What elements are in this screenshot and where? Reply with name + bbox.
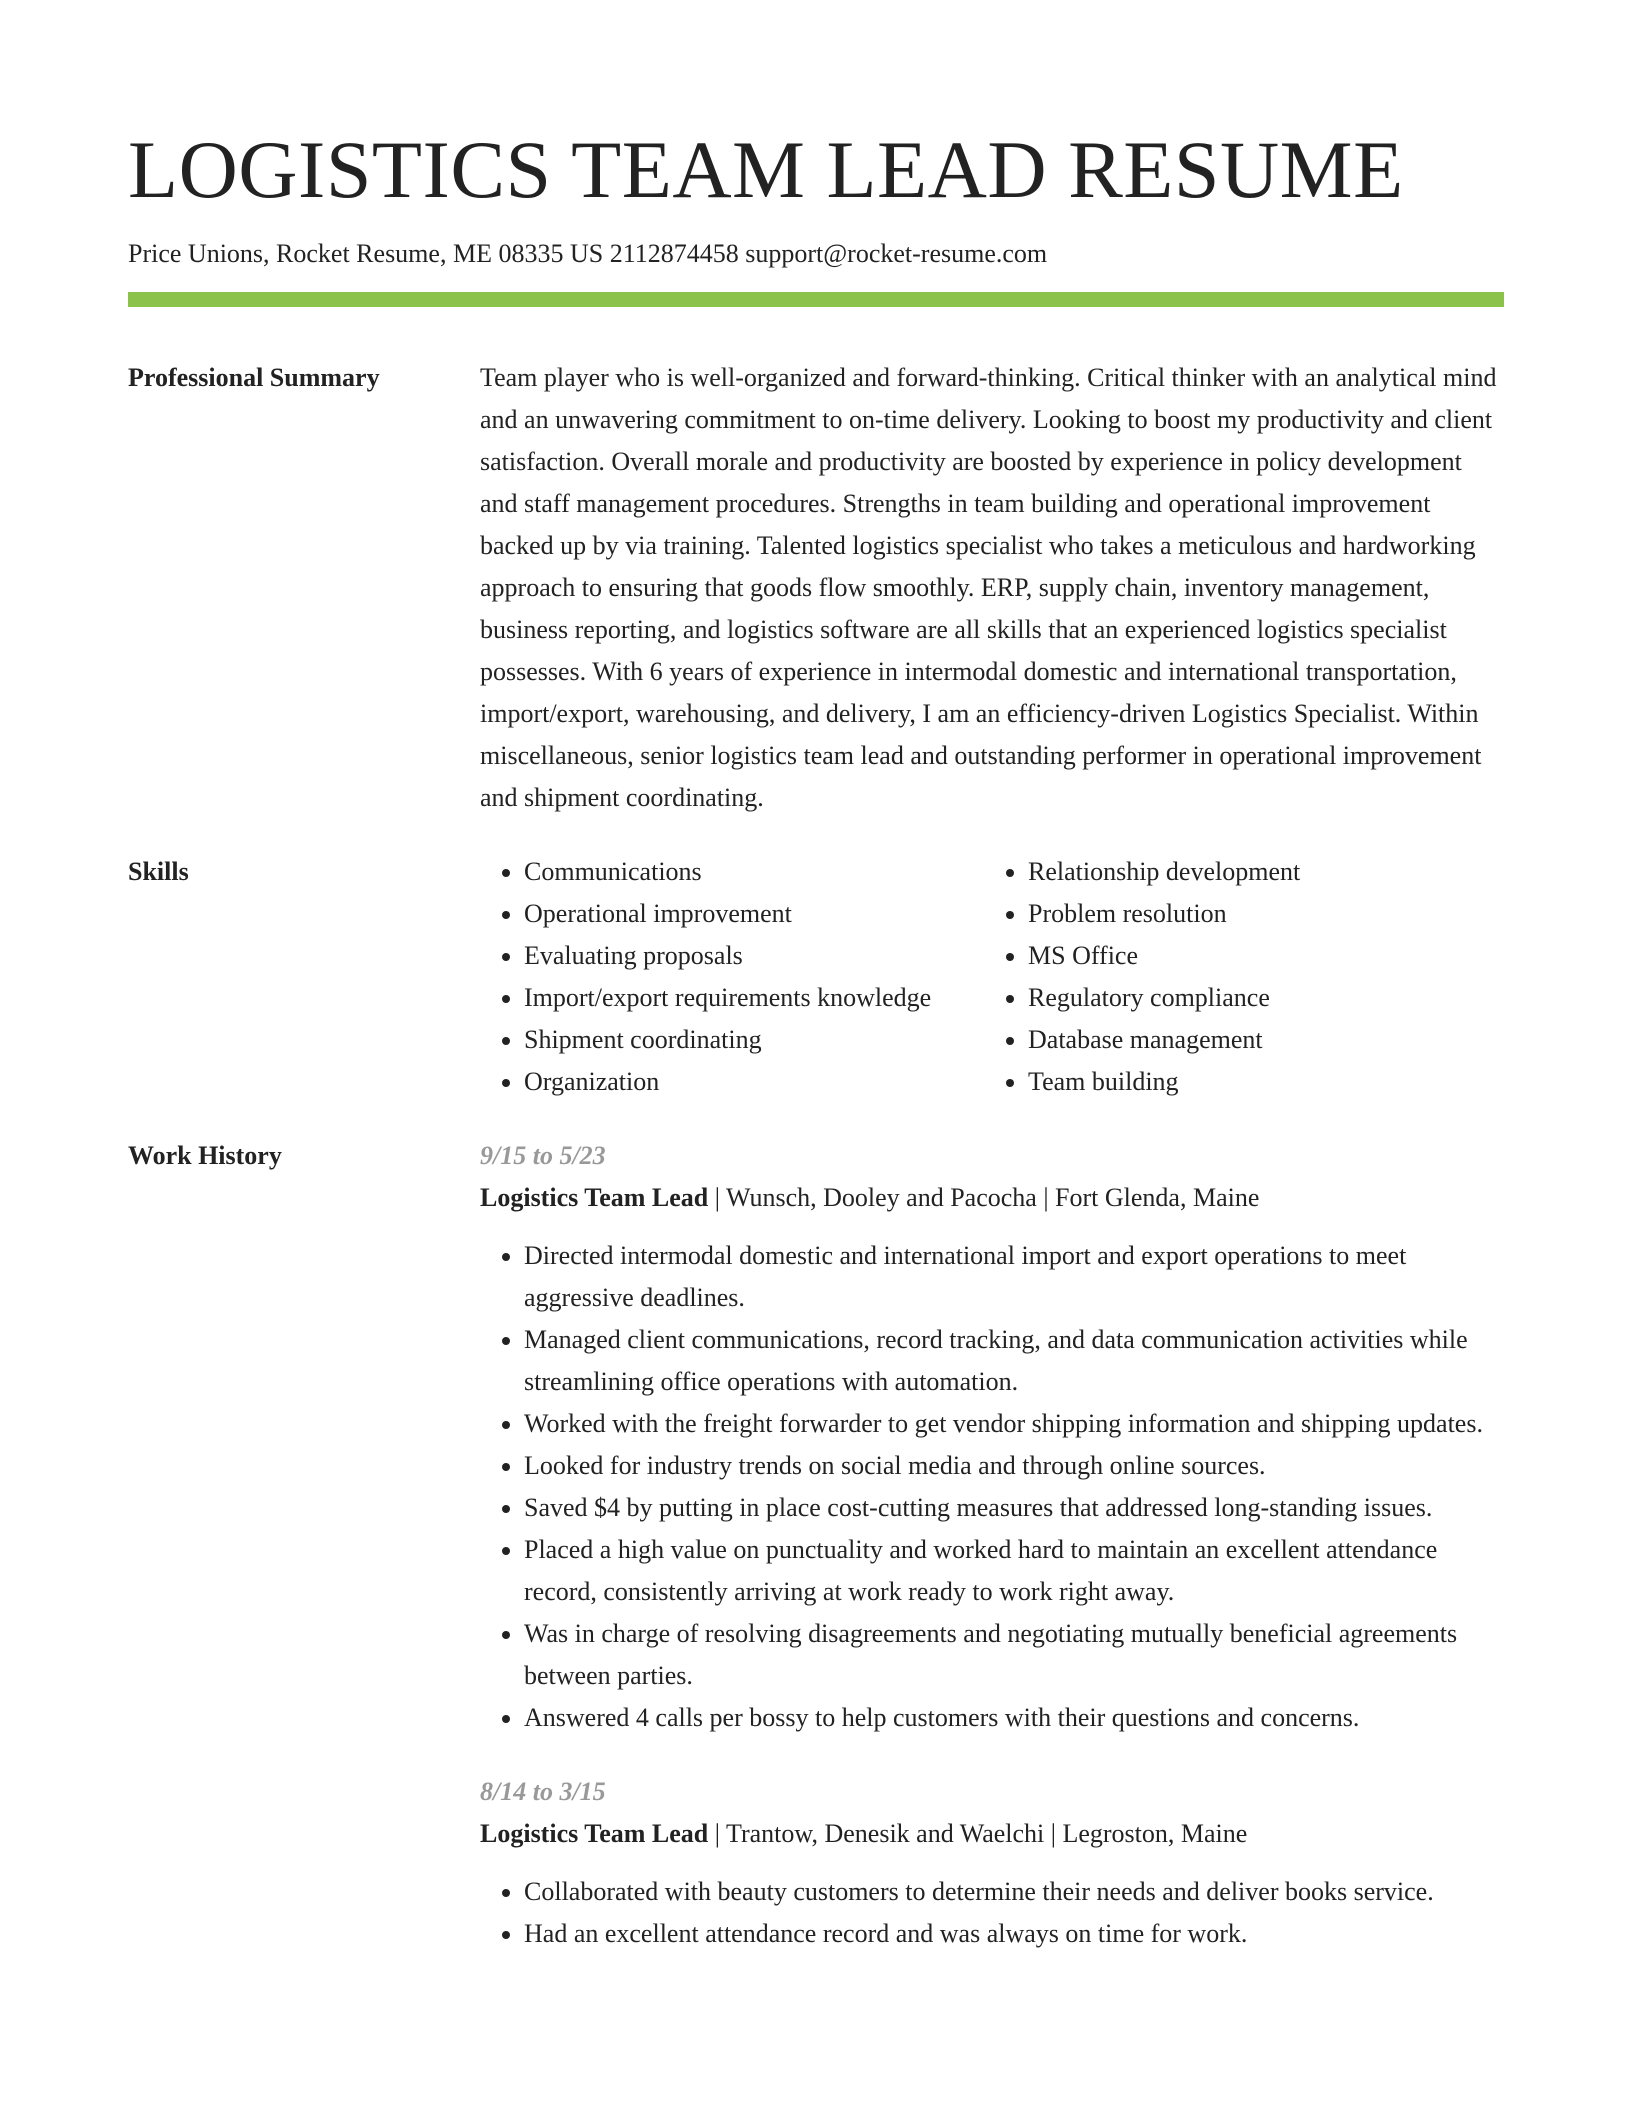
job-bullet: • Managed client communications, record tracking, and data communication activities while streamlining office operations with automation. bbox=[524, 1319, 1504, 1403]
job-bullet: • Worked with the freight forwarder to get vendor shipping information and shipping updates. bbox=[524, 1403, 1504, 1445]
job-details: | Trantow, Denesik and Waelchi | Legroston, Maine bbox=[708, 1819, 1248, 1848]
contact-address: Price Unions, Rocket Resume, ME 08335 US bbox=[128, 239, 604, 268]
job-entry bbox=[480, 1771, 1504, 1955]
contact-line bbox=[128, 238, 1504, 270]
skills-list-right bbox=[984, 851, 1300, 1103]
skills-body bbox=[480, 851, 1504, 1103]
job-dates: 8/14 to 3/15 bbox=[480, 1777, 606, 1806]
job-entry bbox=[480, 1135, 1504, 1739]
job-bullet: • Had an excellent attendance record and was always on time for work. bbox=[524, 1913, 1504, 1955]
skill-item: • Database management bbox=[1028, 1019, 1300, 1061]
skill-item: • Communications bbox=[524, 851, 984, 893]
work-history-body bbox=[480, 1135, 1504, 1955]
resume-page bbox=[128, 0, 1504, 1955]
job-title: Logistics Team Lead bbox=[480, 1183, 709, 1212]
job-bullet: • Saved $4 by putting in place cost-cutting measures that addressed long-standing issues. bbox=[524, 1487, 1504, 1529]
contact-email: support@rocket-resume.com bbox=[745, 239, 1048, 268]
job-bullet: • Was in charge of resolving disagreements and negotiating mutually beneficial agreements between parties. bbox=[524, 1613, 1504, 1697]
job-bullets bbox=[480, 1871, 1504, 1955]
summary-label: Professional Summary bbox=[128, 363, 380, 392]
skill-item: • Operational improvement bbox=[524, 893, 984, 935]
work-history-section bbox=[128, 1135, 1504, 1955]
job-bullet: • Collaborated with beauty customers to determine their needs and deliver books service. bbox=[524, 1871, 1504, 1913]
skill-item: • Problem resolution bbox=[1028, 893, 1300, 935]
job-bullet: • Placed a high value on punctuality and worked hard to maintain an excellent attendance record, consistently arriving at work ready to work right away. bbox=[524, 1529, 1504, 1613]
skill-item: • MS Office bbox=[1028, 935, 1300, 977]
job-bullet: • Looked for industry trends on social media and through online sources. bbox=[524, 1445, 1504, 1487]
job-heading bbox=[480, 1177, 1504, 1219]
summary-text: Team player who is well-organized and forward-thinking. Critical thinker with an analytical mind and an unwavering commitment to on-time delivery. Looking to boost my productivity and client satisfaction. Overall morale and productivity are boosted by experience in policy development and staff management procedures. Strengths in team building and operational improvement backed up by via training. Talented logistics specialist who takes a meticulous and hardworking approach to ensuring that goods flow smoothly. ERP, supply chain, inventory management, business reporting, and logistics software are all skills that an experienced logistics specialist possesses. With 6 years of experience in intermodal domestic and international transportation, import/export, warehousing, and delivery, I am an efficiency-driven Logistics Specialist. Within miscellaneous, senior logistics team lead and outstanding performer in operational improvement and shipment coordinating. bbox=[480, 363, 1497, 812]
job-heading bbox=[480, 1813, 1504, 1855]
skill-item: • Import/export requirements knowledge bbox=[524, 977, 984, 1019]
skills-section bbox=[128, 851, 1504, 1103]
skill-item: • Team building bbox=[1028, 1061, 1300, 1103]
job-details: | Wunsch, Dooley and Pacocha | Fort Glenda, Maine bbox=[708, 1183, 1260, 1212]
skills-columns bbox=[480, 851, 1504, 1103]
job-bullets bbox=[480, 1235, 1504, 1739]
work-history-label: Work History bbox=[128, 1141, 282, 1170]
job-title: Logistics Team Lead bbox=[480, 1819, 709, 1848]
skill-item: • Regulatory compliance bbox=[1028, 977, 1300, 1019]
skill-item: • Shipment coordinating bbox=[524, 1019, 984, 1061]
skill-item: • Evaluating proposals bbox=[524, 935, 984, 977]
job-bullet: • Directed intermodal domestic and international import and export operations to meet aggressive deadlines. bbox=[524, 1235, 1504, 1319]
job-dates: 9/15 to 5/23 bbox=[480, 1141, 606, 1170]
skill-item: • Organization bbox=[524, 1061, 984, 1103]
skills-label: Skills bbox=[128, 857, 189, 886]
contact-phone: 2112874458 bbox=[609, 239, 739, 268]
resume-title: LOGISTICS TEAM LEAD RESUME bbox=[128, 124, 1404, 215]
job-bullet: • Answered 4 calls per bossy to help customers with their questions and concerns. bbox=[524, 1697, 1504, 1739]
summary-section bbox=[128, 357, 1504, 819]
skill-item: • Relationship development bbox=[1028, 851, 1300, 893]
skills-list-left bbox=[480, 851, 984, 1103]
header-divider bbox=[128, 292, 1504, 307]
